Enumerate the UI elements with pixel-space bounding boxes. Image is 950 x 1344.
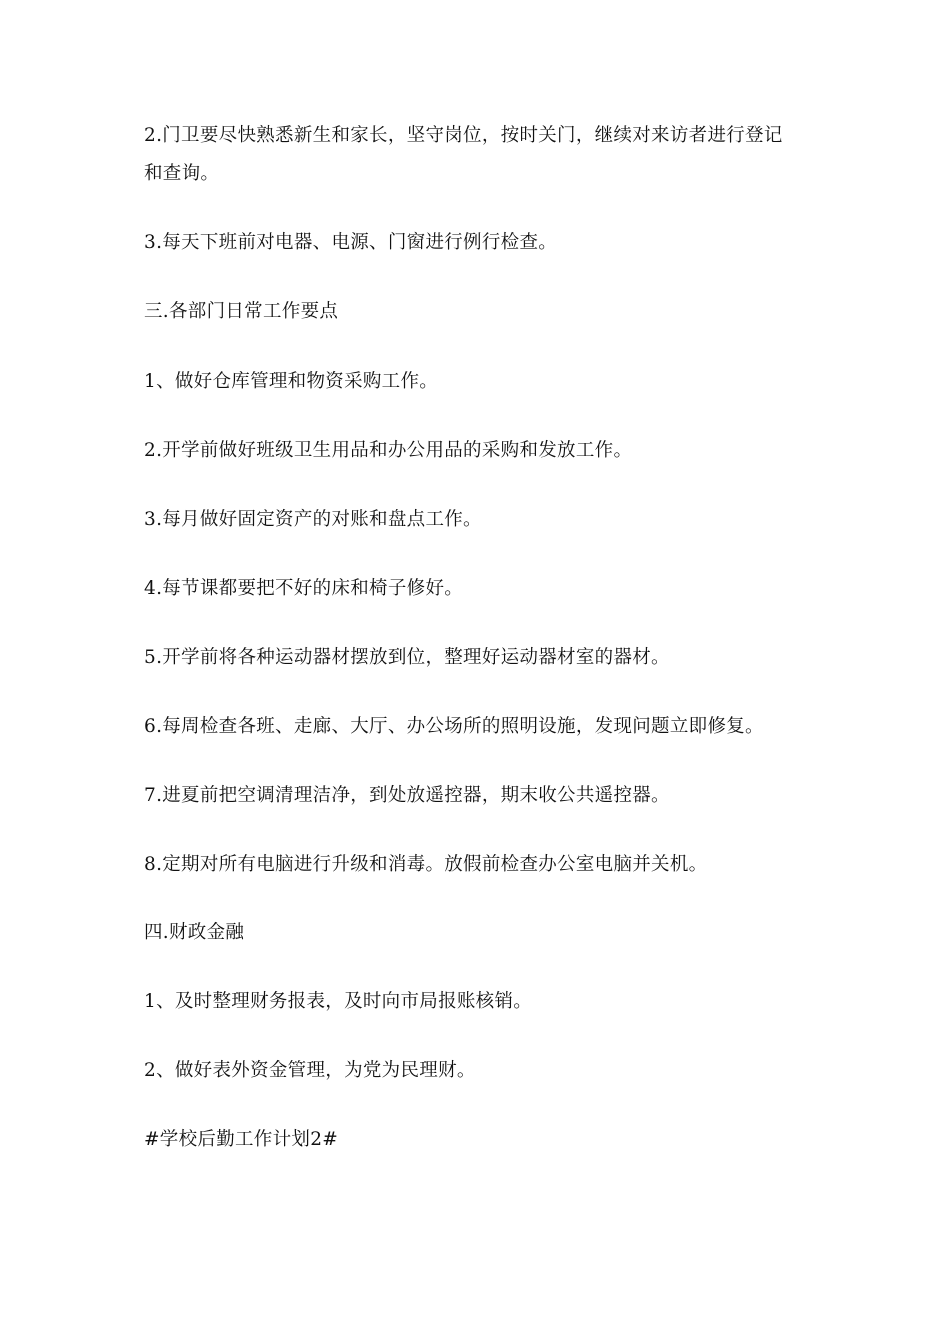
paragraph-line: 2、做好表外资金管理，为党为民理财。 — [144, 1060, 476, 1081]
paragraph-line: 4.每节课都要把不好的床和椅子修好。 — [144, 578, 464, 599]
paragraph-line: 5.开学前将各种运动器材摆放到位，整理好运动器材室的器材。 — [144, 647, 670, 668]
paragraph-line: 1、做好仓库管理和物资采购工作。 — [144, 371, 439, 392]
paragraph-line: 3.每月做好固定资产的对账和盘点工作。 — [144, 509, 482, 530]
paragraph-line: 6.每周检查各班、走廊、大厅、办公场所的照明设施，发现问题立即修复。 — [144, 716, 764, 737]
paragraph-line: 2.开学前做好班级卫生用品和办公用品的采购和发放工作。 — [144, 440, 633, 461]
paragraph-line: 7.进夏前把空调清理洁净，到处放遥控器，期末收公共遥控器。 — [144, 785, 670, 806]
paragraph-line: 2.门卫要尽快熟悉新生和家长，坚守岗位，按时关门，继续对来访者进行登记 — [144, 125, 783, 146]
section-heading: 四.财政金融 — [144, 922, 245, 943]
paragraph-line: 1、及时整理财务报表，及时向市局报账核销。 — [144, 991, 533, 1012]
paragraph-line: 3.每天下班前对电器、电源、门窗进行例行检查。 — [144, 232, 558, 253]
paragraph-line: 8.定期对所有电脑进行升级和消毒。放假前检查办公室电脑并关机。 — [144, 854, 708, 875]
paragraph-line: 和查询。 — [144, 163, 220, 184]
section-heading: 三.各部门日常工作要点 — [144, 301, 339, 322]
section-title: #学校后勤工作计划2# — [144, 1129, 339, 1150]
